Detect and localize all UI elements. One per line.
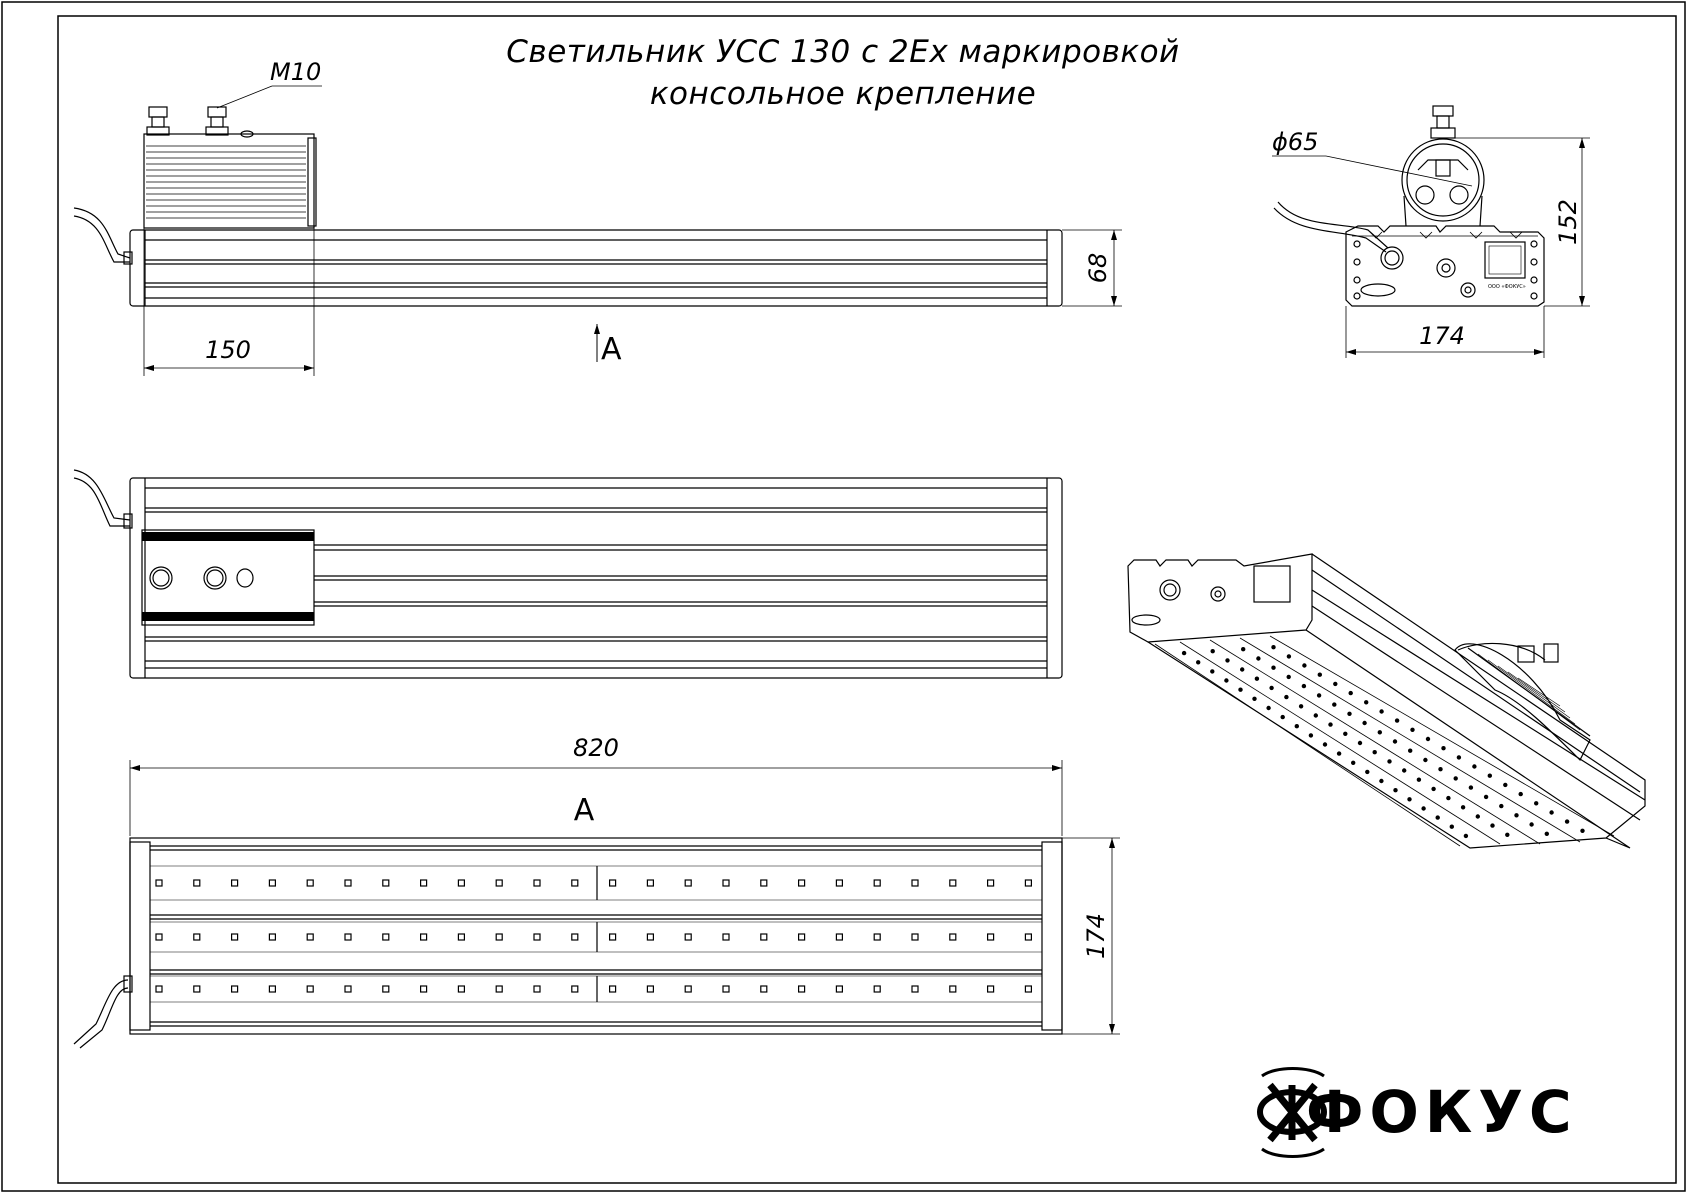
led-chip bbox=[383, 880, 389, 886]
led-chip bbox=[534, 986, 540, 992]
led-chip bbox=[572, 880, 578, 886]
iso-led-dot bbox=[1364, 700, 1368, 704]
power-cable-top bbox=[74, 470, 130, 520]
iso-led-dot bbox=[1349, 691, 1353, 695]
led-chip bbox=[345, 934, 351, 940]
led-chip bbox=[836, 986, 842, 992]
led-chip bbox=[156, 986, 162, 992]
led-chip bbox=[912, 986, 918, 992]
fokus-logo bbox=[1260, 1069, 1578, 1157]
led-chip bbox=[156, 880, 162, 886]
drawing-title-line1: Светильник УСС 130 с 2Ех маркировкой bbox=[506, 34, 1180, 70]
led-chip bbox=[421, 934, 427, 940]
iso-led-dot bbox=[1565, 819, 1569, 823]
led-chip bbox=[799, 934, 805, 940]
led-chip bbox=[761, 934, 767, 940]
iso-led-dot bbox=[1309, 733, 1313, 737]
iso-led-dot bbox=[1271, 645, 1275, 649]
led-chip bbox=[383, 986, 389, 992]
bottom-width-dimension: 174 bbox=[1082, 913, 1110, 959]
led-chip bbox=[269, 986, 275, 992]
led-chip bbox=[836, 934, 842, 940]
iso-led-dot bbox=[1373, 750, 1377, 754]
led-chip bbox=[572, 934, 578, 940]
led-grid bbox=[156, 880, 1031, 992]
iso-led-dot bbox=[1461, 805, 1465, 809]
led-chip bbox=[723, 880, 729, 886]
iso-led-dot bbox=[1379, 709, 1383, 713]
led-chip bbox=[496, 880, 502, 886]
led-chip bbox=[307, 934, 313, 940]
iso-led-dot bbox=[1333, 682, 1337, 686]
iso-led-dot bbox=[1503, 783, 1507, 787]
led-chip bbox=[647, 934, 653, 940]
led-chip bbox=[421, 986, 427, 992]
power-cable-end bbox=[1278, 202, 1388, 248]
iso-led-dot bbox=[1182, 651, 1186, 655]
iso-led-dot bbox=[1534, 801, 1538, 805]
led-chip bbox=[988, 934, 994, 940]
led-chip bbox=[799, 880, 805, 886]
led-chip bbox=[421, 880, 427, 886]
iso-led-dot bbox=[1299, 704, 1303, 708]
iso-led-dot bbox=[1347, 712, 1351, 716]
ex-label-plate bbox=[1485, 242, 1525, 278]
iso-led-dot bbox=[1421, 806, 1425, 810]
iso-led-dot bbox=[1255, 677, 1259, 681]
led-chip bbox=[232, 934, 238, 940]
isometric-led-dots bbox=[1182, 645, 1585, 838]
iso-led-dot bbox=[1393, 788, 1397, 792]
iso-led-dot bbox=[1266, 706, 1270, 710]
iso-led-dot bbox=[1426, 737, 1430, 741]
bottom-view-a bbox=[74, 760, 1120, 1048]
led-chip bbox=[1025, 880, 1031, 886]
iso-led-dot bbox=[1287, 675, 1291, 679]
iso-led-dot bbox=[1343, 732, 1347, 736]
iso-led-dot bbox=[1446, 796, 1450, 800]
iso-led-dot bbox=[1529, 822, 1533, 826]
led-chip bbox=[534, 934, 540, 940]
iso-led-dot bbox=[1351, 761, 1355, 765]
iso-led-dot bbox=[1210, 669, 1214, 673]
led-chip bbox=[685, 934, 691, 940]
iso-led-dot bbox=[1580, 829, 1584, 833]
led-chip bbox=[950, 880, 956, 886]
iso-led-dot bbox=[1402, 768, 1406, 772]
iso-led-dot bbox=[1287, 654, 1291, 658]
iso-led-dot bbox=[1358, 741, 1362, 745]
iso-led-dot bbox=[1295, 724, 1299, 728]
iso-led-dot bbox=[1457, 755, 1461, 759]
iso-led-dot bbox=[1519, 792, 1523, 796]
led-chip bbox=[345, 986, 351, 992]
led-chip bbox=[723, 986, 729, 992]
led-chip bbox=[496, 986, 502, 992]
led-chip bbox=[610, 986, 616, 992]
led-chip bbox=[761, 986, 767, 992]
led-chip bbox=[610, 880, 616, 886]
iso-led-dot bbox=[1408, 749, 1412, 753]
led-chip bbox=[534, 880, 540, 886]
iso-led-dot bbox=[1252, 697, 1256, 701]
iso-led-dot bbox=[1332, 702, 1336, 706]
iso-led-dot bbox=[1417, 778, 1421, 782]
led-chip bbox=[874, 934, 880, 940]
iso-led-dot bbox=[1271, 666, 1275, 670]
led-chip bbox=[496, 934, 502, 940]
iso-led-dot bbox=[1196, 660, 1200, 664]
side-view bbox=[74, 86, 1122, 376]
led-chip bbox=[232, 880, 238, 886]
mount-box-fins bbox=[146, 146, 306, 218]
led-chip bbox=[194, 934, 200, 940]
iso-led-dot bbox=[1269, 686, 1273, 690]
mounting-bolt-2 bbox=[206, 107, 228, 135]
iso-led-dot bbox=[1256, 656, 1260, 660]
led-chip bbox=[269, 880, 275, 886]
iso-led-dot bbox=[1450, 825, 1454, 829]
iso-led-dot bbox=[1224, 678, 1228, 682]
iso-led-dot bbox=[1423, 758, 1427, 762]
iso-led-dot bbox=[1545, 832, 1549, 836]
iso-led-dot bbox=[1318, 673, 1322, 677]
iso-led-dot bbox=[1505, 833, 1509, 837]
led-chip bbox=[761, 880, 767, 886]
led-chip bbox=[572, 986, 578, 992]
led-chip bbox=[647, 880, 653, 886]
iso-led-dot bbox=[1225, 658, 1229, 662]
drawing-title-line2: консольное крепление bbox=[649, 76, 1037, 112]
iso-led-dot bbox=[1241, 647, 1245, 651]
iso-led-dot bbox=[1454, 776, 1458, 780]
iso-led-dot bbox=[1387, 759, 1391, 763]
led-chip bbox=[874, 986, 880, 992]
led-chip bbox=[836, 880, 842, 886]
led-chip bbox=[685, 986, 691, 992]
total-length-dimension: 820 bbox=[573, 734, 619, 762]
iso-led-dot bbox=[1407, 797, 1411, 801]
led-chip bbox=[988, 986, 994, 992]
thread-size-label: М10 bbox=[270, 58, 322, 86]
led-chip bbox=[383, 934, 389, 940]
iso-led-dot bbox=[1362, 721, 1366, 725]
led-chip bbox=[723, 934, 729, 940]
led-chip bbox=[610, 934, 616, 940]
iso-led-dot bbox=[1302, 663, 1306, 667]
iso-led-dot bbox=[1337, 751, 1341, 755]
led-chip bbox=[874, 880, 880, 886]
isometric-view bbox=[1128, 554, 1645, 848]
iso-led-dot bbox=[1314, 713, 1318, 717]
led-chip bbox=[194, 986, 200, 992]
led-chip bbox=[194, 880, 200, 886]
led-chip bbox=[647, 986, 653, 992]
iso-led-dot bbox=[1240, 667, 1244, 671]
iso-led-dot bbox=[1499, 804, 1503, 808]
led-chip bbox=[685, 880, 691, 886]
end-width-dimension: 174 bbox=[1419, 322, 1465, 350]
power-cable-bottom bbox=[74, 980, 128, 1044]
box-length-dimension: 150 bbox=[205, 336, 251, 364]
iso-led-dot bbox=[1378, 730, 1382, 734]
side-height-dimension: 68 bbox=[1084, 252, 1112, 284]
led-chip bbox=[912, 880, 918, 886]
view-arrow-label: А bbox=[601, 332, 622, 367]
iso-led-dot bbox=[1469, 785, 1473, 789]
iso-led-dot bbox=[1431, 787, 1435, 791]
end-view bbox=[1272, 106, 1590, 358]
power-cable-side bbox=[74, 208, 130, 258]
iso-led-dot bbox=[1410, 728, 1414, 732]
iso-led-dot bbox=[1488, 774, 1492, 778]
end-label-tiny-1: ООО «ФОКУС» bbox=[1488, 284, 1526, 290]
led-chip bbox=[307, 986, 313, 992]
iso-led-dot bbox=[1284, 695, 1288, 699]
iso-led-dot bbox=[1317, 693, 1321, 697]
iso-led-dot bbox=[1365, 770, 1369, 774]
led-chip bbox=[345, 880, 351, 886]
led-chip bbox=[1025, 986, 1031, 992]
led-chip bbox=[988, 880, 994, 886]
iso-led-dot bbox=[1393, 739, 1397, 743]
iso-led-dot bbox=[1302, 684, 1306, 688]
bottom-view-label: А bbox=[573, 793, 595, 828]
led-chip bbox=[307, 880, 313, 886]
led-chip bbox=[458, 934, 464, 940]
led-chip bbox=[950, 986, 956, 992]
iso-led-dot bbox=[1438, 767, 1442, 771]
led-chip bbox=[156, 934, 162, 940]
led-chip bbox=[458, 880, 464, 886]
top-view bbox=[74, 470, 1062, 678]
iso-led-dot bbox=[1464, 834, 1468, 838]
led-chip bbox=[232, 986, 238, 992]
iso-led-dot bbox=[1514, 813, 1518, 817]
iso-led-dot bbox=[1490, 823, 1494, 827]
iso-led-dot bbox=[1238, 688, 1242, 692]
iso-led-dot bbox=[1472, 764, 1476, 768]
led-chip bbox=[912, 934, 918, 940]
iso-led-dot bbox=[1484, 795, 1488, 799]
iso-led-dot bbox=[1395, 718, 1399, 722]
iso-led-dot bbox=[1328, 722, 1332, 726]
end-height-dimension: 152 bbox=[1554, 199, 1582, 245]
iso-led-dot bbox=[1436, 815, 1440, 819]
led-chip bbox=[799, 986, 805, 992]
iso-led-dot bbox=[1549, 810, 1553, 814]
led-chip bbox=[269, 934, 275, 940]
led-chip bbox=[458, 986, 464, 992]
iso-led-dot bbox=[1441, 746, 1445, 750]
iso-led-dot bbox=[1323, 742, 1327, 746]
iso-led-dot bbox=[1476, 814, 1480, 818]
diameter-dimension: ϕ65 bbox=[1272, 128, 1319, 156]
iso-led-dot bbox=[1211, 649, 1215, 653]
fokus-brand-name: ФОКУС bbox=[1306, 1078, 1578, 1146]
led-chip bbox=[950, 934, 956, 940]
iso-led-dot bbox=[1379, 779, 1383, 783]
led-chip bbox=[1025, 934, 1031, 940]
mounting-bolt-1 bbox=[147, 107, 169, 135]
iso-led-dot bbox=[1281, 715, 1285, 719]
sheet-frame-outer bbox=[2, 2, 1685, 1191]
